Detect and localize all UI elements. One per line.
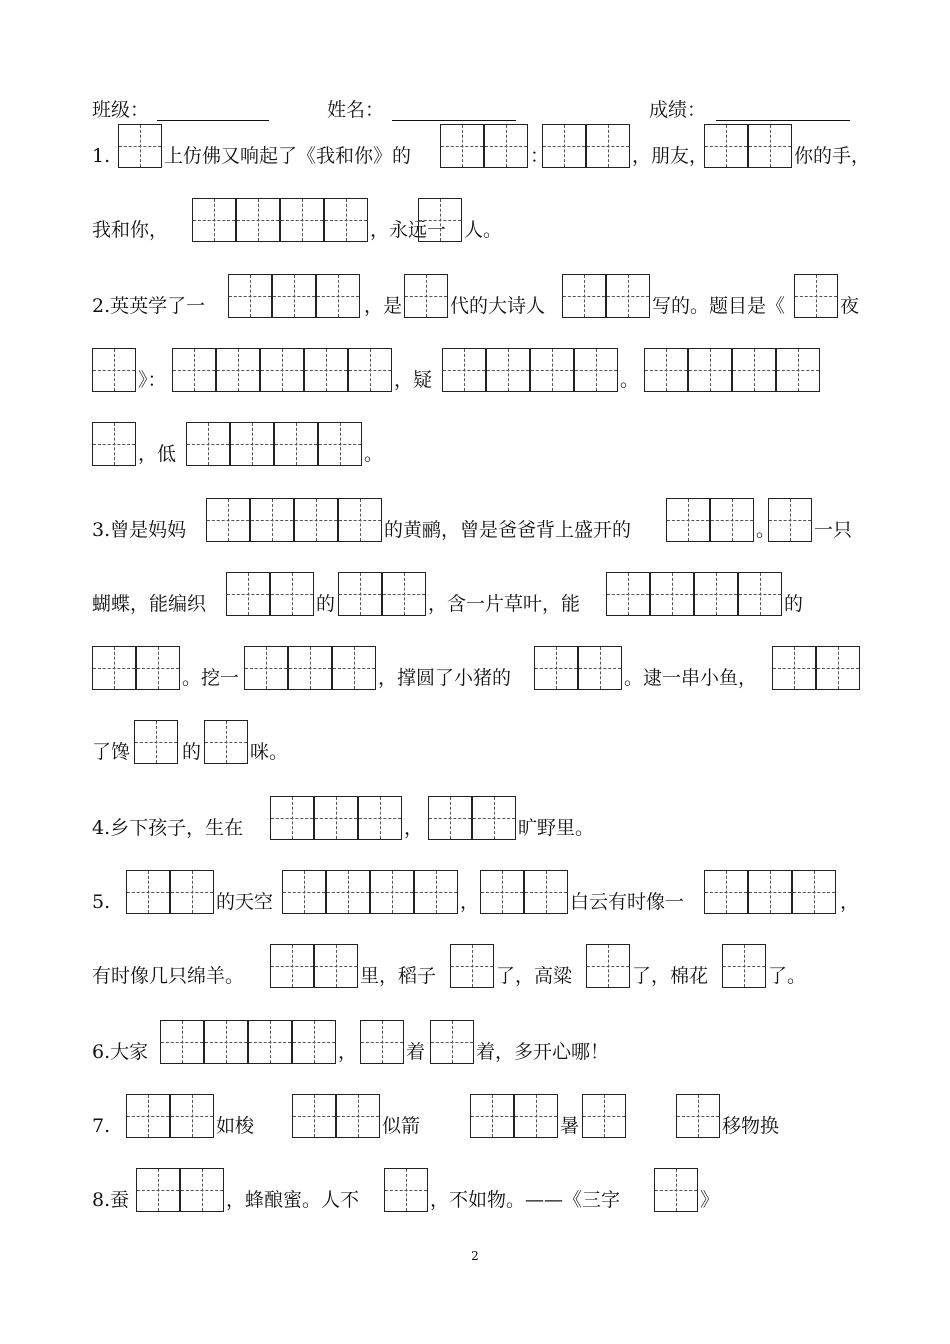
q6-text: 着，多开心哪！ (476, 1041, 610, 1063)
answer-grid-cell[interactable] (326, 870, 370, 914)
answer-grid-cell[interactable] (204, 1020, 248, 1064)
q3-text: 一只 (814, 519, 853, 541)
q1-text: ，永远一 (370, 219, 447, 241)
score-field[interactable] (716, 120, 850, 121)
answer-grid-cell[interactable] (586, 944, 630, 988)
q3-text: 的 (316, 593, 336, 615)
answer-grid-cell[interactable] (316, 274, 360, 318)
q2-text: ，疑 (394, 369, 433, 391)
answer-grid-cell[interactable] (270, 572, 314, 616)
q5-text: 白云有时像一 (570, 891, 685, 913)
answer-grid-cell[interactable] (772, 646, 816, 690)
q2-text: 2.英英学了一 (92, 295, 206, 317)
q7-text: 7. (92, 1115, 111, 1137)
q3-text: 的黄鹂，曾是爸爸背上盛开的 (384, 519, 632, 541)
q3-text: ，撑圆了小猪的 (378, 667, 512, 689)
answer-grid-cell[interactable] (524, 870, 568, 914)
class-label: 班级： (92, 99, 150, 121)
answer-grid-cell[interactable] (384, 1168, 428, 1212)
answer-grid-cell[interactable] (294, 498, 338, 542)
answer-grid-cell[interactable] (236, 198, 280, 242)
class-field[interactable] (157, 120, 269, 121)
name-field[interactable] (392, 120, 516, 121)
answer-grid-cell[interactable] (358, 796, 402, 840)
answer-grid-cell[interactable] (666, 498, 710, 542)
answer-grid-cell[interactable] (414, 870, 458, 914)
answer-grid-cell[interactable] (704, 870, 748, 914)
q1-text: 你的手， (794, 145, 871, 167)
answer-grid-cell[interactable] (244, 646, 288, 690)
answer-grid-cell[interactable] (170, 1094, 214, 1138)
q2-text: 》： (138, 369, 167, 391)
answer-grid-cell[interactable] (92, 422, 136, 466)
answer-grid-cell[interactable] (118, 124, 162, 168)
answer-grid-cell[interactable] (688, 348, 732, 392)
answer-grid-cell[interactable] (534, 646, 578, 690)
q6-text: 6.大家 (92, 1041, 149, 1063)
answer-grid-cell[interactable] (562, 274, 606, 318)
answer-grid-cell[interactable] (470, 1094, 514, 1138)
answer-grid-cell[interactable] (418, 198, 462, 242)
answer-grid-cell[interactable] (450, 944, 494, 988)
answer-grid-cell[interactable] (136, 646, 180, 690)
q5-text: 了，棉花 (632, 965, 709, 987)
answer-grid-cell[interactable] (404, 274, 448, 318)
answer-grid-cell[interactable] (126, 870, 170, 914)
answer-grid-cell[interactable] (134, 720, 178, 764)
answer-grid-cell[interactable] (382, 572, 426, 616)
answer-grid-cell[interactable] (206, 498, 250, 542)
q8-text: 8.蚕 (92, 1189, 130, 1211)
answer-grid-cell[interactable] (606, 274, 650, 318)
answer-grid-cell[interactable] (204, 720, 248, 764)
answer-grid-cell[interactable] (230, 422, 274, 466)
q7-text: 移物换 (722, 1115, 780, 1137)
q5-text: 了。 (768, 965, 807, 987)
answer-grid-cell[interactable] (314, 944, 358, 988)
answer-grid-cell[interactable] (92, 348, 136, 392)
q2-text: 。 (620, 369, 640, 391)
answer-grid-cell[interactable] (430, 1020, 474, 1064)
answer-grid-cell[interactable] (338, 572, 382, 616)
answer-grid-cell[interactable] (304, 348, 348, 392)
answer-grid-cell[interactable] (578, 646, 622, 690)
answer-grid-cell[interactable] (816, 646, 860, 690)
q2-text: 夜 (840, 295, 860, 317)
q7-text: 暑 (560, 1115, 580, 1137)
q5-text: 里，稻子 (360, 965, 437, 987)
answer-grid-cell[interactable] (486, 348, 530, 392)
answer-grid-cell[interactable] (480, 870, 524, 914)
answer-grid-cell[interactable] (270, 944, 314, 988)
answer-grid-cell[interactable] (676, 1094, 720, 1138)
q2-text: ，低 (138, 443, 177, 465)
answer-grid-cell[interactable] (248, 1020, 292, 1064)
q1-text: ，朋友， (632, 145, 709, 167)
q1-text: ： (530, 145, 550, 167)
answer-grid-cell[interactable] (654, 1168, 698, 1212)
answer-grid-cell[interactable] (318, 422, 362, 466)
q3-text: ，含一片草叶，能 (428, 593, 581, 615)
answer-grid-cell[interactable] (738, 572, 782, 616)
q3-text: 。逮一串小鱼， (624, 667, 758, 689)
q8-text: ，蜂酿蜜。人不 (226, 1189, 360, 1211)
q6-text: 着 (406, 1041, 426, 1063)
q1-text: 人。 (464, 219, 503, 241)
q3-text: 了馋 (92, 741, 131, 763)
answer-grid-cell[interactable] (472, 796, 516, 840)
q7-text: 如梭 (216, 1115, 255, 1137)
answer-grid-cell[interactable] (650, 572, 694, 616)
q2-text: 代的大诗人 (450, 295, 546, 317)
answer-grid-cell[interactable] (160, 1020, 204, 1064)
score-label: 成绩： (649, 99, 707, 121)
answer-grid-cell[interactable] (732, 348, 776, 392)
answer-grid-cell[interactable] (282, 870, 326, 914)
q3-text: 蝴蝶，能编织 (92, 593, 207, 615)
answer-grid-cell[interactable] (530, 348, 574, 392)
q5-text: ， (840, 891, 860, 913)
q3-text: 的 (784, 593, 804, 615)
q7-text: 似箭 (382, 1115, 421, 1137)
answer-grid-cell[interactable] (272, 274, 316, 318)
answer-grid-cell[interactable] (370, 870, 414, 914)
answer-grid-cell[interactable] (170, 870, 214, 914)
answer-grid-cell[interactable] (192, 198, 236, 242)
answer-grid-cell[interactable] (360, 1020, 404, 1064)
answer-grid-cell[interactable] (582, 1094, 626, 1138)
q2-text: 写的。题目是《 (652, 295, 786, 317)
answer-grid-cell[interactable] (336, 1094, 380, 1138)
q3-text: 咪。 (250, 741, 289, 763)
answer-grid-cell[interactable] (280, 198, 324, 242)
answer-grid-cell[interactable] (694, 572, 738, 616)
answer-grid-cell[interactable] (586, 124, 630, 168)
answer-grid-cell[interactable] (574, 348, 618, 392)
answer-grid-cell[interactable] (274, 422, 318, 466)
q8-text: 》 (700, 1189, 720, 1211)
answer-grid-cell[interactable] (644, 348, 688, 392)
q4-text: 旷野里。 (518, 817, 595, 839)
answer-grid-cell[interactable] (542, 124, 586, 168)
answer-grid-cell[interactable] (768, 498, 812, 542)
answer-grid-cell[interactable] (428, 796, 472, 840)
answer-grid-cell[interactable] (440, 124, 484, 168)
answer-grid-cell[interactable] (180, 1168, 224, 1212)
q1-text: 1. (92, 145, 111, 167)
q3-text: 。 (756, 519, 776, 541)
answer-grid-cell[interactable] (606, 572, 650, 616)
answer-grid-cell[interactable] (92, 646, 136, 690)
answer-grid-cell[interactable] (314, 796, 358, 840)
q3-text: 的 (182, 741, 202, 763)
q5-text: ， (460, 891, 480, 913)
answer-grid-cell[interactable] (776, 348, 820, 392)
q2-text: 。 (364, 443, 384, 465)
answer-grid-cell[interactable] (748, 124, 792, 168)
answer-grid-cell[interactable] (338, 498, 382, 542)
answer-grid-cell[interactable] (126, 1094, 170, 1138)
q4-text: ， (404, 817, 424, 839)
answer-grid-cell[interactable] (292, 1094, 336, 1138)
answer-grid-cell[interactable] (704, 124, 748, 168)
answer-grid-cell[interactable] (216, 348, 260, 392)
q5-text: 了，高粱 (496, 965, 573, 987)
answer-grid-cell[interactable] (186, 422, 230, 466)
q3-text: 。挖一 (182, 667, 240, 689)
answer-grid-cell[interactable] (226, 572, 270, 616)
q5-text: 5. (92, 891, 111, 913)
answer-grid-cell[interactable] (484, 124, 528, 168)
answer-grid-cell[interactable] (270, 796, 314, 840)
page-number: 2 (471, 1249, 479, 1263)
answer-grid-cell[interactable] (172, 348, 216, 392)
answer-grid-cell[interactable] (442, 348, 486, 392)
answer-grid-cell[interactable] (288, 646, 332, 690)
answer-grid-cell[interactable] (250, 498, 294, 542)
answer-grid-cell[interactable] (792, 870, 836, 914)
answer-grid-cell[interactable] (514, 1094, 558, 1138)
q3-text: 3.曾是妈妈 (92, 519, 187, 541)
answer-grid-cell[interactable] (722, 944, 766, 988)
answer-grid-cell[interactable] (710, 498, 754, 542)
answer-grid-cell[interactable] (228, 274, 272, 318)
answer-grid-cell[interactable] (260, 348, 304, 392)
q5-text: 有时像几只绵羊。 (92, 965, 245, 987)
q1-text: 我和你， (92, 219, 169, 241)
q8-text: ，不如物。——《三字 (430, 1189, 621, 1211)
q1-text: 上仿佛又响起了《我和你》的 (164, 145, 412, 167)
answer-grid-cell[interactable] (748, 870, 792, 914)
answer-grid-cell[interactable] (348, 348, 392, 392)
answer-grid-cell[interactable] (292, 1020, 336, 1064)
answer-grid-cell[interactable] (332, 646, 376, 690)
q4-text: 4.乡下孩子，生在 (92, 817, 244, 839)
q5-text: 的天空 (216, 891, 274, 913)
answer-grid-cell[interactable] (794, 274, 838, 318)
answer-grid-cell[interactable] (324, 198, 368, 242)
q6-text: ， (338, 1041, 358, 1063)
name-label: 姓名： (327, 99, 385, 121)
answer-grid-cell[interactable] (136, 1168, 180, 1212)
q2-text: ，是 (364, 295, 403, 317)
